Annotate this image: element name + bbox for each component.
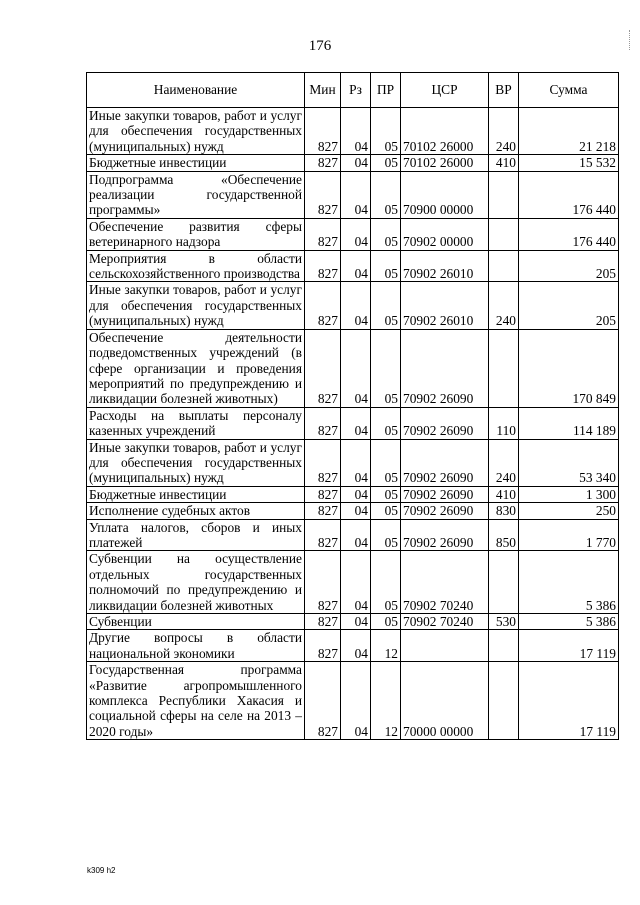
cell-min: 827 [305, 551, 341, 614]
cell-rz: 04 [341, 329, 371, 407]
table-header-row [87, 73, 619, 108]
cell-rz: 04 [341, 218, 371, 250]
header-pr: ПР [371, 73, 401, 108]
cell-min: 827 [305, 503, 341, 519]
cell-vr [489, 662, 519, 740]
cell-csr: 70902 70240 [401, 551, 489, 614]
cell-csr: 70902 26010 [401, 250, 489, 282]
cell-min: 827 [305, 108, 341, 155]
table-row [87, 503, 619, 519]
cell-sum: 205 [519, 282, 619, 329]
cell-rz: 04 [341, 519, 371, 551]
cell-vr [489, 171, 519, 218]
cell-rz: 04 [341, 614, 371, 630]
cell-sum: 114 189 [519, 407, 619, 439]
cell-vr: 830 [489, 503, 519, 519]
cell-name: Обеспечение деятельности подведомственных учреждений (в сфере организации и проведения мероприятий по предупреждению и ликвидации болезней животных) [87, 329, 305, 407]
cell-sum: 17 119 [519, 630, 619, 662]
cell-sum: 250 [519, 503, 619, 519]
cell-vr [489, 551, 519, 614]
cell-pr: 05 [371, 155, 401, 171]
table-row [87, 282, 619, 329]
cell-min: 827 [305, 282, 341, 329]
cell-rz: 04 [341, 551, 371, 614]
cell-rz: 04 [341, 439, 371, 486]
table-row [87, 218, 619, 250]
cell-name: Иные закупки товаров, работ и услуг для обеспечения государственных (муниципальных) нужд [87, 282, 305, 329]
cell-pr: 05 [371, 108, 401, 155]
cell-name: Субвенции на осуществление отдельных государственных полномочий по предупреждению и ликвидации болезней животных [87, 551, 305, 614]
cell-rz: 04 [341, 108, 371, 155]
header-vr: ВР [489, 73, 519, 108]
cell-rz: 04 [341, 155, 371, 171]
page-number: 176 [308, 38, 332, 54]
cell-min: 827 [305, 218, 341, 250]
cell-min: 827 [305, 250, 341, 282]
cell-min: 827 [305, 662, 341, 740]
header-name: Наименование [87, 73, 305, 108]
cell-csr: 70902 26090 [401, 407, 489, 439]
cell-min: 827 [305, 614, 341, 630]
table-row [87, 486, 619, 502]
cell-name: Другие вопросы в области национальной экономики [87, 630, 305, 662]
header-rz: Рз [341, 73, 371, 108]
cell-pr: 05 [371, 171, 401, 218]
cell-sum: 176 440 [519, 218, 619, 250]
cell-min: 827 [305, 171, 341, 218]
cell-vr: 410 [489, 155, 519, 171]
cell-sum: 176 440 [519, 171, 619, 218]
cell-vr: 850 [489, 519, 519, 551]
cell-rz: 04 [341, 407, 371, 439]
cell-min: 827 [305, 407, 341, 439]
cell-name: Бюджетные инвестиции [87, 486, 305, 502]
cell-csr: 70000 00000 [401, 662, 489, 740]
cell-min: 827 [305, 519, 341, 551]
table-row [87, 108, 619, 155]
cell-name: Иные закупки товаров, работ и услуг для обеспечения государственных (муниципальных) нужд [87, 108, 305, 155]
cell-csr: 70902 26090 [401, 503, 489, 519]
cell-rz: 04 [341, 171, 371, 218]
table-row [87, 551, 619, 614]
cell-name: Подпрограмма «Обеспечение реализации государственной программы» [87, 171, 305, 218]
cell-sum: 170 849 [519, 329, 619, 407]
cell-name: Субвенции [87, 614, 305, 630]
cell-pr: 05 [371, 407, 401, 439]
table-row [87, 519, 619, 551]
cell-pr: 05 [371, 282, 401, 329]
cell-sum: 1 770 [519, 519, 619, 551]
cell-rz: 04 [341, 282, 371, 329]
cell-min: 827 [305, 439, 341, 486]
table-row [87, 662, 619, 740]
cell-pr: 05 [371, 486, 401, 502]
cell-vr [489, 630, 519, 662]
cell-pr: 05 [371, 329, 401, 407]
cell-vr: 410 [489, 486, 519, 502]
cell-vr [489, 329, 519, 407]
cell-csr: 70102 26000 [401, 108, 489, 155]
cell-min: 827 [305, 329, 341, 407]
cell-sum: 205 [519, 250, 619, 282]
cell-csr: 70902 26010 [401, 282, 489, 329]
cell-vr [489, 218, 519, 250]
cell-csr: 70902 26090 [401, 329, 489, 407]
cell-csr: 70902 00000 [401, 218, 489, 250]
cell-pr: 12 [371, 662, 401, 740]
cell-csr: 70902 26090 [401, 439, 489, 486]
cell-rz: 04 [341, 486, 371, 502]
cell-csr: 70900 00000 [401, 171, 489, 218]
cell-rz: 04 [341, 503, 371, 519]
cell-vr: 240 [489, 108, 519, 155]
table-row [87, 614, 619, 630]
cell-sum: 5 386 [519, 614, 619, 630]
cell-pr: 05 [371, 439, 401, 486]
table-body [87, 108, 619, 740]
cell-csr: 70902 26090 [401, 486, 489, 502]
cell-csr: 70902 26090 [401, 519, 489, 551]
cell-pr: 12 [371, 630, 401, 662]
cell-rz: 04 [341, 662, 371, 740]
header-csr: ЦСР [401, 73, 489, 108]
cell-sum: 5 386 [519, 551, 619, 614]
cell-pr: 05 [371, 503, 401, 519]
table-row [87, 171, 619, 218]
cell-min: 827 [305, 630, 341, 662]
cell-vr: 240 [489, 439, 519, 486]
cell-name: Исполнение судебных актов [87, 503, 305, 519]
cell-vr: 240 [489, 282, 519, 329]
cell-pr: 05 [371, 614, 401, 630]
table-row [87, 250, 619, 282]
cell-pr: 05 [371, 250, 401, 282]
cell-name: Мероприятия в области сельскохозяйственного производства [87, 250, 305, 282]
budget-table [86, 72, 619, 740]
table-row [87, 439, 619, 486]
table-row [87, 407, 619, 439]
cell-vr: 530 [489, 614, 519, 630]
cell-sum: 1 300 [519, 486, 619, 502]
footer-code: k309 h2 [87, 866, 116, 875]
cell-pr: 05 [371, 551, 401, 614]
cell-sum: 15 532 [519, 155, 619, 171]
margin-mark [629, 30, 633, 50]
cell-name: Государственная программа «Развитие агропромышленного комплекса Республики Хакасия и социальной сферы на селе на 2013 – 2020 годы» [87, 662, 305, 740]
cell-rz: 04 [341, 630, 371, 662]
table-row [87, 329, 619, 407]
cell-min: 827 [305, 155, 341, 171]
cell-csr: 70102 26000 [401, 155, 489, 171]
cell-pr: 05 [371, 519, 401, 551]
cell-csr [401, 630, 489, 662]
cell-csr: 70902 70240 [401, 614, 489, 630]
cell-min: 827 [305, 486, 341, 502]
header-min: Мин [305, 73, 341, 108]
table-row [87, 630, 619, 662]
cell-vr: 110 [489, 407, 519, 439]
cell-vr [489, 250, 519, 282]
cell-pr: 05 [371, 218, 401, 250]
cell-sum: 17 119 [519, 662, 619, 740]
cell-name: Иные закупки товаров, работ и услуг для обеспечения государственных (муниципальных) нужд [87, 439, 305, 486]
header-sum: Сумма [519, 73, 619, 108]
cell-name: Бюджетные инвестиции [87, 155, 305, 171]
cell-sum: 53 340 [519, 439, 619, 486]
cell-name: Уплата налогов, сборов и иных платежей [87, 519, 305, 551]
cell-rz: 04 [341, 250, 371, 282]
table-row [87, 155, 619, 171]
cell-name: Расходы на выплаты персоналу казенных учреждений [87, 407, 305, 439]
cell-sum: 21 218 [519, 108, 619, 155]
cell-name: Обеспечение развития сферы ветеринарного надзора [87, 218, 305, 250]
